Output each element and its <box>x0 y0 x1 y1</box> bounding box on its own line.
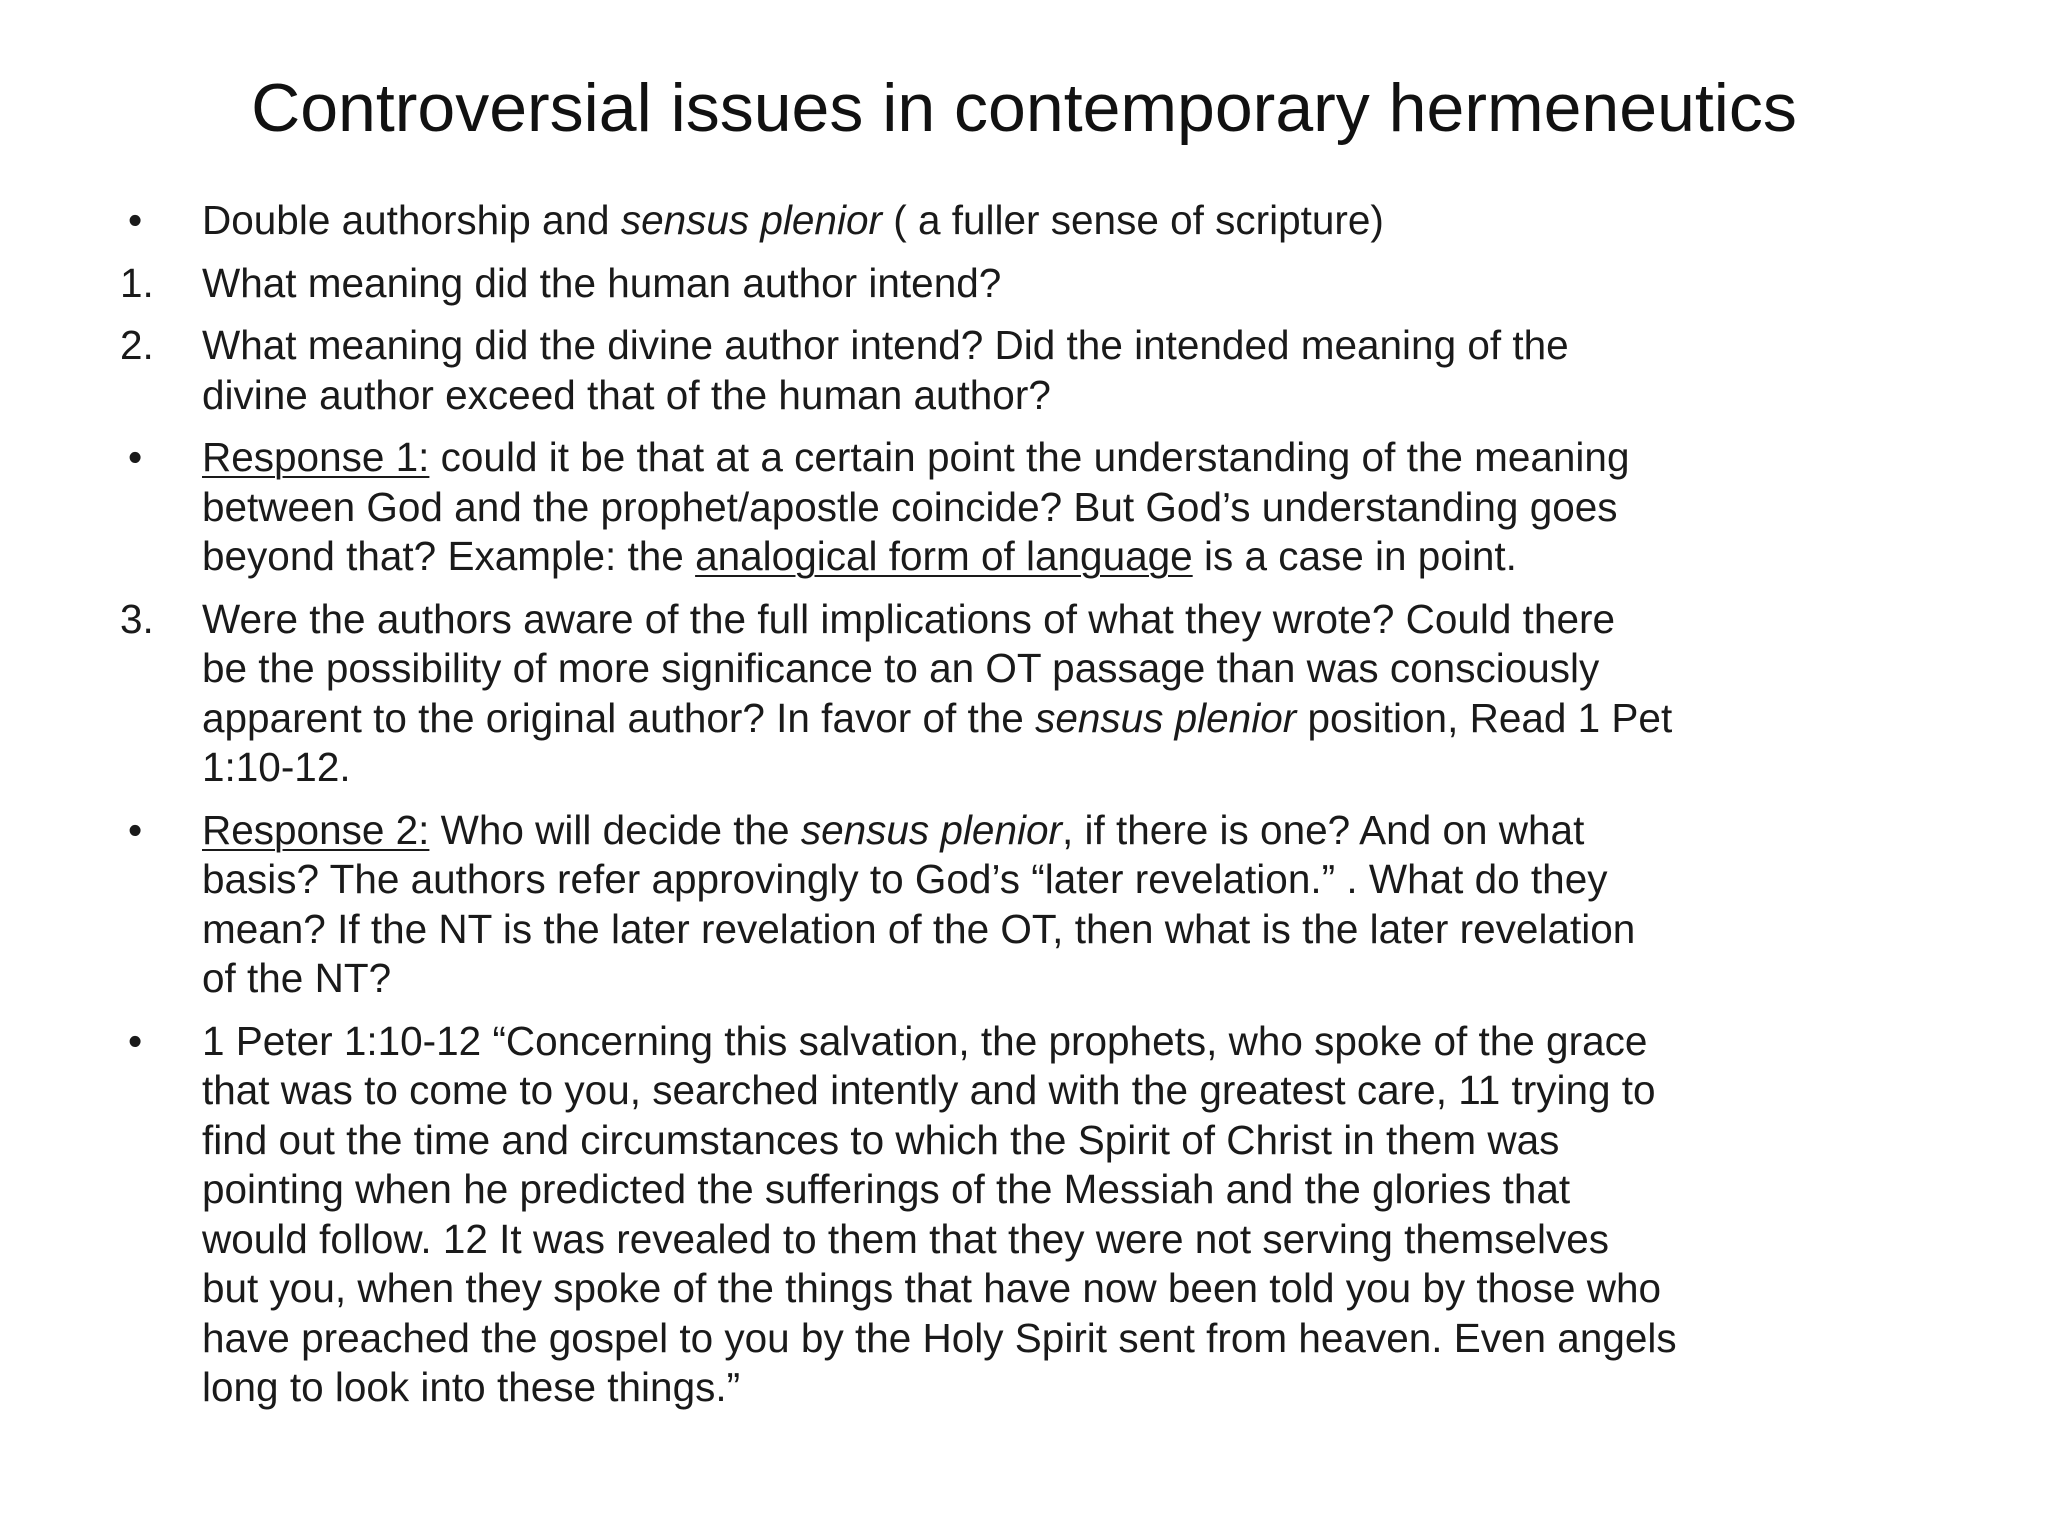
text-line <box>202 433 1940 483</box>
text-line <box>202 371 1940 421</box>
text-run: could it be that at a certain point the understanding of the meaning <box>429 434 1630 480</box>
item-text <box>202 259 1940 309</box>
item-text <box>202 595 1940 793</box>
item-text <box>202 321 1940 420</box>
text-run: basis? The authors refer approvingly to God’s “later revelation.” . What do they <box>202 856 1608 902</box>
list-item <box>120 196 1940 246</box>
text-line <box>202 806 1940 856</box>
text-run: Double authorship and <box>202 197 621 243</box>
list-item <box>120 1017 1940 1413</box>
underlined-text: Response 1: <box>202 434 430 480</box>
italic-text: sensus plenior <box>620 197 882 243</box>
text-run: Were the authors aware of the full implications of what they wrote? Could there <box>202 595 1615 642</box>
list-item <box>120 433 1940 582</box>
item-text <box>202 196 1940 246</box>
text-run: Who will decide the <box>429 806 801 853</box>
bullet-marker: • <box>128 1017 143 1064</box>
text-run: of the NT? <box>202 955 392 1001</box>
text-run: 1:10-12. <box>202 744 351 790</box>
text-line <box>202 1017 1940 1067</box>
text-line <box>202 954 1940 1004</box>
slide-title: Controversial issues in contemporary hermeneutics <box>251 70 1797 146</box>
text-run: but you, when they spoke of the things that have now been told you by those who <box>202 1265 1661 1311</box>
text-line <box>202 1264 1940 1314</box>
text-run: find out the time and circumstances to which the Spirit of Christ in them was <box>202 1116 1560 1163</box>
text-run: 1 Peter 1:10-12 “Concerning this salvation, the prophets, who spoke of the grace <box>202 1017 1648 1064</box>
text-run: What meaning did the divine author intend? Did the intended meaning of the <box>202 322 1569 368</box>
text-line <box>202 1314 1940 1364</box>
number-marker: 2. <box>120 322 154 368</box>
item-text <box>202 433 1940 582</box>
text-line <box>202 1165 1940 1215</box>
bullet-marker: • <box>128 197 143 243</box>
text-line <box>202 321 1940 371</box>
underlined-text: Response 2: <box>202 806 430 853</box>
text-run: divine author exceed that of the human author? <box>202 371 1051 418</box>
text-line <box>202 595 1940 645</box>
list-item <box>120 806 1940 1004</box>
text-run: pointing when he predicted the sufferings of the Messiah and the glories that <box>202 1166 1571 1212</box>
text-run: position, Read 1 Pet <box>1296 694 1673 741</box>
italic-text: sensus plenior <box>1035 694 1297 741</box>
italic-text: sensus plenior <box>800 806 1062 853</box>
text-line <box>202 483 1940 533</box>
text-line <box>202 196 1940 246</box>
text-line <box>202 855 1940 905</box>
text-line <box>202 905 1940 955</box>
text-run: is a case in point. <box>1192 533 1517 579</box>
text-line <box>202 644 1940 694</box>
text-line <box>202 532 1940 582</box>
bullet-marker: • <box>128 434 143 480</box>
underlined-text: analogical form of language <box>695 533 1193 579</box>
list-item <box>120 595 1940 793</box>
list-item <box>120 321 1940 420</box>
text-run: , if there is one? And on what <box>1061 806 1585 853</box>
item-text <box>202 1017 1940 1413</box>
text-line <box>202 743 1940 793</box>
text-run: be the possibility of more significance to an OT passage than was consciously <box>202 645 1600 691</box>
text-line <box>202 1215 1940 1265</box>
text-line <box>202 694 1940 744</box>
text-run: beyond that? Example: the <box>202 533 696 579</box>
number-marker: 3. <box>120 595 154 642</box>
text-run: that was to come to you, searched intently and with the greatest care, 11 trying to <box>202 1067 1656 1113</box>
text-run: long to look into these things.” <box>202 1364 741 1410</box>
text-line <box>202 1363 1940 1413</box>
text-run: What meaning did the human author intend? <box>202 259 1002 306</box>
list-item <box>120 259 1940 309</box>
text-run: between God and the prophet/apostle coincide? But God’s understanding goes <box>202 483 1618 530</box>
text-run: ( a fuller sense of scripture) <box>881 197 1384 243</box>
text-line <box>202 1116 1940 1166</box>
text-line <box>202 1066 1940 1116</box>
text-run: would follow. 12 It was revealed to them that they were not serving themselves <box>202 1215 1609 1262</box>
text-run: apparent to the original author? In favor of the <box>202 694 1036 741</box>
text-line <box>202 259 1940 309</box>
bullet-list <box>120 196 1940 1426</box>
text-run: mean? If the NT is the later revelation of the OT, then what is the later revelation <box>202 905 1636 952</box>
item-text <box>202 806 1940 1004</box>
number-marker: 1. <box>120 259 154 306</box>
text-run: have preached the gospel to you by the Holy Spirit sent from heaven. Even angels <box>202 1314 1677 1361</box>
bullet-marker: • <box>128 806 143 853</box>
